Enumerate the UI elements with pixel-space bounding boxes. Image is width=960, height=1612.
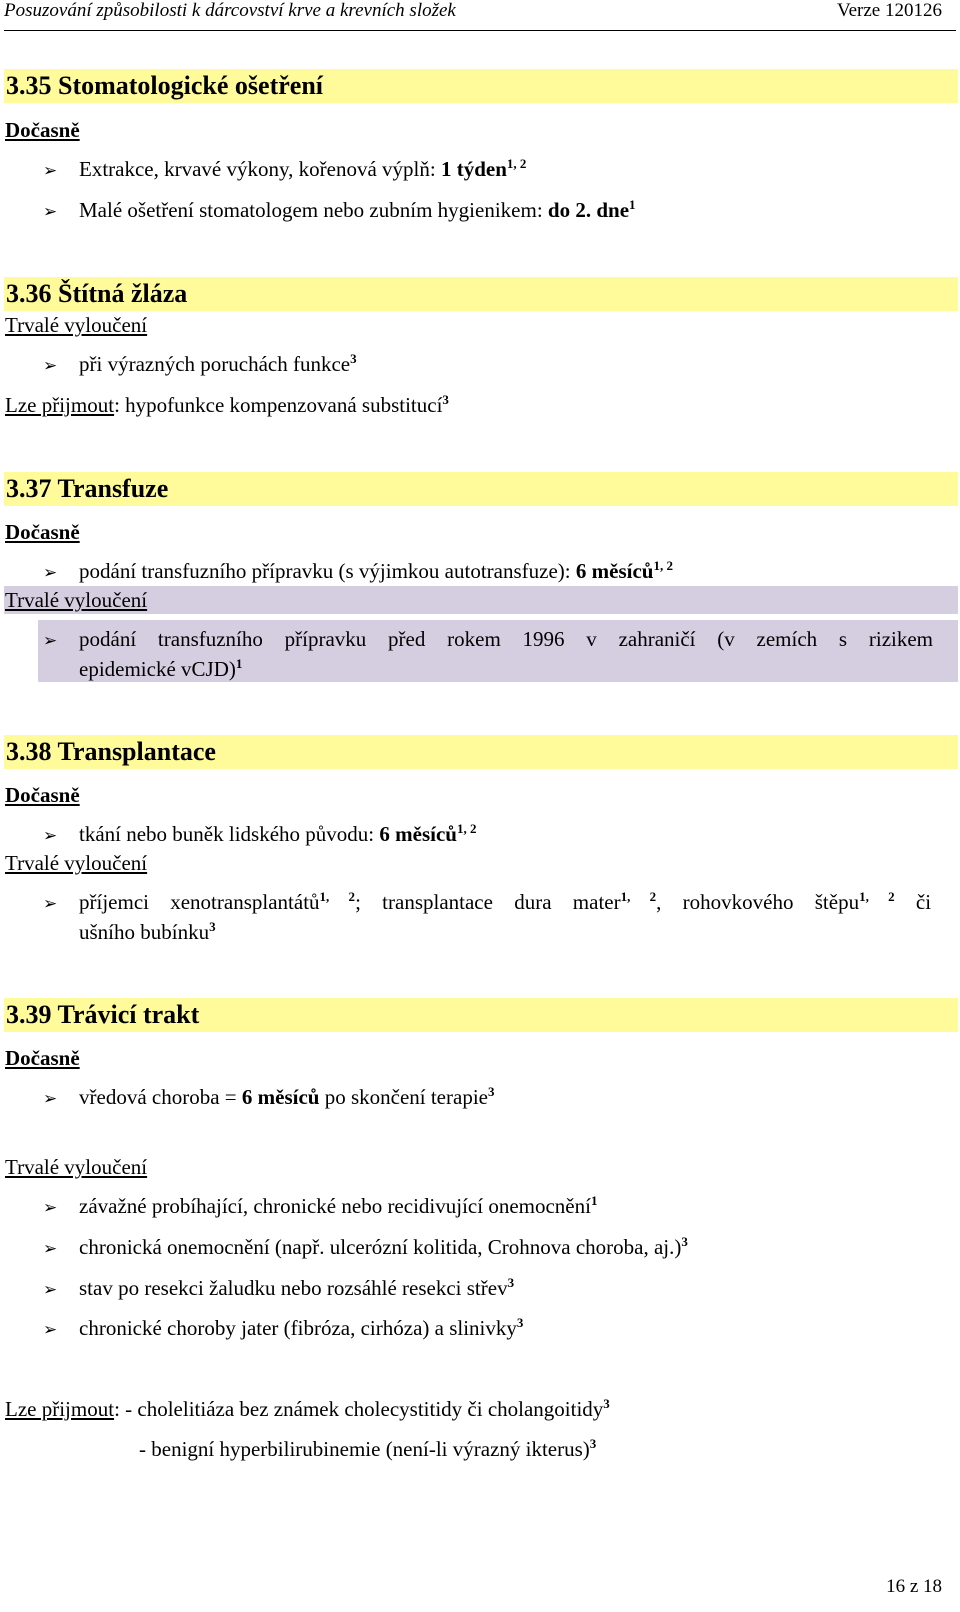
acceptable-note: - benigní hyperbilirubinemie (není-li výrazný ikterus)$^3$ [139, 1436, 597, 1461]
arrow-bullet-icon: ➢ [43, 631, 58, 651]
list-item: ➢ vředová choroba = 6 měsíců po skončení terapie$^3$ [43, 1083, 494, 1113]
list-item: ➢ stav po resekci žaludku nebo rozsáhlé resekci střev$^3$ [43, 1274, 514, 1304]
list-item: ➢ Malé ošetření stomatologem nebo zubním hygienikem: do 2. dne$^1$ [43, 196, 636, 226]
arrow-bullet-icon: ➢ [43, 1280, 58, 1300]
arrow-bullet-icon: ➢ [43, 1089, 58, 1109]
temporary-label: Dočasně [5, 783, 80, 807]
permanent-exclusion-label: Trvalé vyloučení [5, 1155, 148, 1179]
arrow-bullet-icon: ➢ [43, 563, 58, 583]
list-item: ➢ tkání nebo buněk lidského původu: 6 měsíců$^{1, 2}$ [43, 820, 476, 850]
list-item: ➢ podání transfuzního přípravku (s výjimkou autotransfuze): 6 měsíců$^{1, 2}$ [43, 557, 673, 587]
header-divider [4, 30, 956, 31]
list-item: ➢ chronické choroby jater (fibróza, cirhóza) a slinivky$^3$ [43, 1314, 523, 1344]
arrow-bullet-icon: ➢ [43, 1320, 58, 1340]
list-item: ➢ při výrazných poruchách funkce$^3$ [43, 350, 357, 380]
acceptable-note: Lze přijmout: - cholelitiáza bez známek cholecystitidy či cholangoitidy$^3$ [5, 1396, 610, 1421]
arrow-bullet-icon: ➢ [43, 826, 58, 846]
document-title: Posuzování způsobilosti k dárcovství krve a krevních složek [4, 0, 456, 21]
document-version: Verze 120126 [837, 0, 942, 21]
list-item: ➢ Extrakce, krvavé výkony, kořenová výplň: 1 týden$^{1, 2}$ [43, 155, 526, 185]
arrow-bullet-icon: ➢ [43, 1198, 58, 1218]
page-header [0, 0, 960, 28]
section-title-3-37: 3.37 Transfuze [4, 472, 958, 506]
permanent-exclusion-label: Trvalé vyloučení [5, 588, 148, 612]
page-number: 16 z 18 [886, 1576, 942, 1597]
arrow-bullet-icon: ➢ [43, 202, 58, 222]
permanent-exclusion-label: Trvalé vyloučení [5, 851, 148, 875]
section-title-3-36: 3.36 Štítná žláza [4, 277, 958, 311]
arrow-bullet-icon: ➢ [43, 1239, 58, 1259]
temporary-label: Dočasně [5, 118, 80, 142]
arrow-bullet-icon: ➢ [43, 356, 58, 376]
temporary-label: Dočasně [5, 520, 80, 544]
arrow-bullet-icon: ➢ [43, 894, 58, 914]
list-item: ➢ závažné probíhající, chronické nebo recidivující onemocnění$^1$ [43, 1192, 597, 1222]
list-item: ➢ příjemci xenotransplantátů$^{1, 2}$; transplantace dura mater$^{1, 2}$, rohovkového štěpu$^{1, 2}$ či ušního bubínku$^3$ [43, 889, 932, 944]
list-item: ➢ chronická onemocnění (např. ulcerózní kolitida, Crohnova choroba, aj.)$^3$ [43, 1233, 688, 1263]
list-item: ➢ podání transfuzního přípravku před rokem 1996 v zahraničí (v zemích s rizikem epidemické vCJD)$^1$ [43, 627, 933, 681]
section-title-3-35: 3.35 Stomatologické ošetření [4, 69, 958, 103]
acceptable-note: Lze přijmout: hypofunkce kompenzovaná substitucí$^3$ [5, 392, 449, 417]
temporary-label: Dočasně [5, 1046, 80, 1070]
arrow-bullet-icon: ➢ [43, 161, 58, 181]
section-title-3-38: 3.38 Transplantace [4, 735, 958, 769]
permanent-exclusion-label: Trvalé vyloučení [5, 313, 148, 337]
section-title-3-39: 3.39 Trávicí trakt [4, 998, 958, 1032]
